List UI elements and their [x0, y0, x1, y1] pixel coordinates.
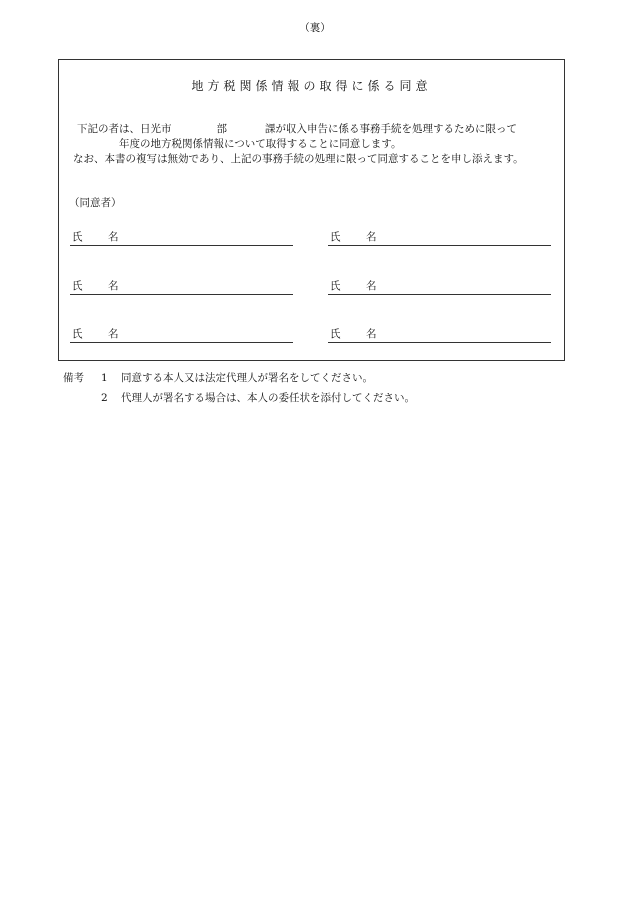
- statement-line-1-c: 課が収入申告に係る事務手続を処理するために限って: [265, 123, 517, 135]
- consent-form-box: [58, 59, 565, 361]
- note-number: 1: [101, 372, 108, 384]
- signature-label-family: 氏: [72, 231, 83, 243]
- signature-label-given: 名: [108, 280, 119, 292]
- statement-line-1-b: 部: [216, 123, 227, 135]
- signature-label-family: 氏: [330, 231, 341, 243]
- note-text: 代理人が署名する場合は、本人の委任状を添付してください。: [121, 392, 415, 404]
- form-title: 地方税関係情報の取得に係る同意: [191, 79, 432, 93]
- signature-label-family: 氏: [72, 328, 83, 340]
- signature-label-family: 氏: [330, 328, 341, 340]
- signature-label-given: 名: [366, 231, 377, 243]
- statement-line-1-a: 下記の者は、日光市: [77, 123, 172, 135]
- consent-statement: [69, 122, 561, 167]
- signature-line[interactable]: [328, 229, 551, 246]
- statement-line-3: なお、本書の複写は無効であり、上記の事務手続の処理に限って同意することを申し添えます。: [73, 153, 524, 165]
- signature-line[interactable]: [328, 278, 551, 295]
- signature-line[interactable]: [70, 326, 293, 343]
- signature-line[interactable]: [70, 278, 293, 295]
- signature-label-family: 氏: [72, 280, 83, 292]
- signature-label-given: 名: [108, 231, 119, 243]
- statement-line-2: 年度の地方税関係情報について取得することに同意します。: [119, 138, 402, 150]
- signature-line[interactable]: [70, 229, 293, 246]
- signature-label-given: 名: [366, 280, 377, 292]
- signature-label-family: 氏: [330, 280, 341, 292]
- signature-label-given: 名: [366, 328, 377, 340]
- notes-heading: 備考: [63, 372, 84, 384]
- page-side-label: （裏）: [299, 22, 331, 34]
- signature-label-given: 名: [108, 328, 119, 340]
- statement-line-1: [69, 122, 561, 137]
- note-number: 2: [101, 392, 108, 404]
- consenter-label: （同意者）: [69, 197, 122, 209]
- signature-line[interactable]: [328, 326, 551, 343]
- note-text: 同意する本人又は法定代理人が署名をしてください。: [121, 372, 373, 384]
